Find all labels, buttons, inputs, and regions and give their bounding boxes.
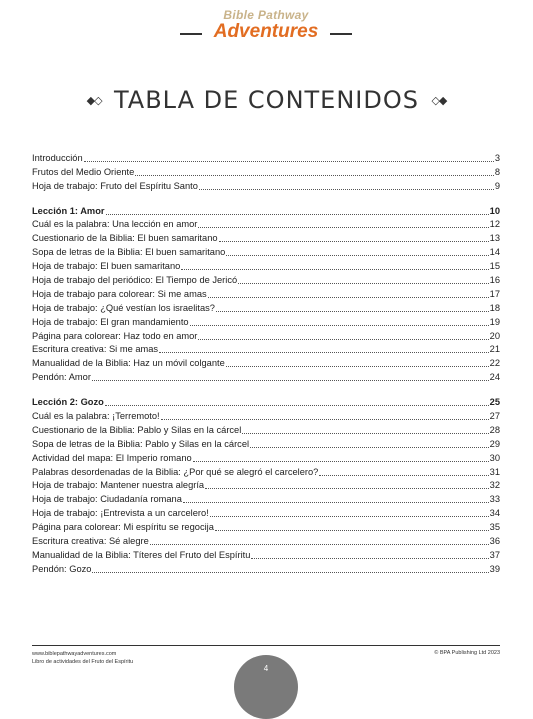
toc-entry[interactable] xyxy=(32,355,500,369)
header xyxy=(0,0,533,60)
toc-entry-label: Palabras desordenadas de la Biblia: ¿Por qué se alegró el carcelero? xyxy=(32,466,319,477)
toc-entry-page: 25 xyxy=(489,397,500,408)
toc-dot-leader xyxy=(92,380,489,381)
toc-dot-leader xyxy=(150,544,489,545)
section-gap xyxy=(32,383,500,394)
toc-dot-leader xyxy=(216,311,489,312)
page-number-tab xyxy=(234,655,298,719)
toc-entry-page: 13 xyxy=(489,233,500,244)
toc-entry-label: Hoja de trabajo: El buen samaritano xyxy=(32,261,181,272)
toc-entry[interactable] xyxy=(32,436,500,450)
toc-dot-leader xyxy=(242,433,488,434)
toc-entry[interactable] xyxy=(32,328,500,342)
toc-dot-leader xyxy=(226,366,489,367)
toc-dot-leader xyxy=(161,419,489,420)
section-gap xyxy=(32,192,500,203)
toc-entry[interactable] xyxy=(32,505,500,519)
toc-entry-page: 28 xyxy=(489,424,500,435)
toc-dot-leader xyxy=(92,572,488,573)
toc-entry[interactable] xyxy=(32,272,500,286)
toc-entry[interactable] xyxy=(32,547,500,561)
toc-dot-leader xyxy=(238,283,488,284)
footer-left xyxy=(32,650,133,666)
toc-entry[interactable] xyxy=(32,178,500,192)
toc-entry[interactable] xyxy=(32,561,500,575)
toc-entry-page: 32 xyxy=(489,480,500,491)
toc-entry-label: Lección 1: Amor xyxy=(32,205,105,216)
toc-entry[interactable] xyxy=(32,244,500,258)
table-of-contents xyxy=(32,150,500,575)
toc-dot-leader xyxy=(198,339,488,340)
logo-bottom-text: Adventures xyxy=(213,21,319,42)
toc-entry-label: Introducción xyxy=(32,152,83,163)
toc-entry-page: 14 xyxy=(489,247,500,258)
footer-divider xyxy=(32,645,500,646)
toc-dot-leader xyxy=(205,488,489,489)
toc-entry-page: 20 xyxy=(489,330,500,341)
toc-dot-leader xyxy=(159,352,489,353)
toc-entry[interactable] xyxy=(32,230,500,244)
header-rule-left xyxy=(180,33,202,35)
toc-dot-leader xyxy=(193,461,489,462)
toc-entry-label: Pendón: Amor xyxy=(32,372,91,383)
toc-entry-page: 35 xyxy=(489,522,500,533)
toc-entry-page: 8 xyxy=(494,166,500,177)
title-row xyxy=(0,86,533,114)
footer-copyright: © BPA Publishing Ltd 2023 xyxy=(434,650,500,656)
toc-entry-label: Manualidad de la Biblia: Haz un móvil colgante xyxy=(32,358,225,369)
toc-dot-leader xyxy=(251,558,488,559)
toc-dot-leader xyxy=(183,502,489,503)
toc-entry-page: 16 xyxy=(489,275,500,286)
footer-website: www.biblepathwayadventures.com xyxy=(32,651,117,657)
toc-entry[interactable] xyxy=(32,491,500,505)
toc-entry[interactable] xyxy=(32,408,500,422)
toc-dot-leader xyxy=(319,475,488,476)
toc-entry-page: 37 xyxy=(489,549,500,560)
toc-entry-label: Hoja de trabajo para colorear: Si me amas xyxy=(32,288,207,299)
toc-dot-leader xyxy=(219,241,489,242)
toc-dot-leader xyxy=(250,447,489,448)
toc-entry-label: Cuál es la palabra: Una lección en amor xyxy=(32,219,198,230)
toc-entry[interactable] xyxy=(32,533,500,547)
toc-entry-label: Actividad del mapa: El Imperio romano xyxy=(32,452,192,463)
toc-entry-page: 31 xyxy=(489,466,500,477)
toc-dot-leader xyxy=(190,325,489,326)
toc-entry-label: Pendón: Gozo xyxy=(32,563,92,574)
toc-entry-page: 36 xyxy=(489,536,500,547)
toc-entry-label: Sopa de letras de la Biblia: El buen samaritano xyxy=(32,247,226,258)
toc-entry-page: 22 xyxy=(489,358,500,369)
toc-entry-page: 34 xyxy=(489,508,500,519)
toc-dot-leader xyxy=(215,530,489,531)
toc-entry[interactable] xyxy=(32,369,500,383)
toc-entry-label: Cuestionario de la Biblia: Pablo y Silas en la cárcel xyxy=(32,424,242,435)
logo xyxy=(205,8,327,42)
toc-entry[interactable] xyxy=(32,450,500,464)
toc-entry-page: 9 xyxy=(494,180,500,191)
page-number: 4 xyxy=(263,664,269,673)
toc-entry-page: 39 xyxy=(489,563,500,574)
toc-entry-label: Hoja de trabajo: Ciudadanía romana xyxy=(32,494,182,505)
toc-entry-label: Hoja de trabajo: ¿Qué vestían los israelitas? xyxy=(32,302,215,313)
toc-entry-label: Sopa de letras de la Biblia: Pablo y Silas en la cárcel xyxy=(32,438,250,449)
toc-entry-label: Página para colorear: Mi espíritu se regocija xyxy=(32,522,214,533)
toc-entry-label: Cuál es la palabra: ¡Terremoto! xyxy=(32,411,160,422)
toc-entry-label: Lección 2: Gozo xyxy=(32,397,104,408)
toc-entry[interactable] xyxy=(32,217,500,231)
toc-entry-label: Escritura creativa: Sé alegre xyxy=(32,536,149,547)
diamond-ornament-left-icon: ◆◇ xyxy=(86,94,102,107)
toc-entry-label: Hoja de trabajo: ¡Entrevista a un carcelero! xyxy=(32,508,209,519)
toc-entry-label: Cuestionario de la Biblia: El buen samaritano xyxy=(32,233,218,244)
toc-dot-leader xyxy=(106,214,489,215)
logo-top-text: Bible Pathway xyxy=(223,8,309,22)
toc-dot-leader xyxy=(105,405,489,406)
toc-dot-leader xyxy=(226,255,488,256)
toc-entry[interactable] xyxy=(32,258,500,272)
toc-entry-label: Frutos del Medio Oriente xyxy=(32,166,135,177)
toc-dot-leader xyxy=(135,175,494,176)
toc-section-heading[interactable] xyxy=(32,394,500,408)
toc-section-heading[interactable] xyxy=(32,203,500,217)
toc-entry[interactable] xyxy=(32,300,500,314)
toc-entry-label: Hoja de trabajo del periódico: El Tiempo de Jericó xyxy=(32,275,238,286)
toc-entry-label: Hoja de trabajo: Mantener nuestra alegría xyxy=(32,480,205,491)
toc-entry-page: 33 xyxy=(489,494,500,505)
toc-entry-page: 21 xyxy=(489,344,500,355)
toc-entry[interactable] xyxy=(32,519,500,533)
footer-book-title: Libro de actividades del Fruto del Espíritu xyxy=(32,659,134,665)
toc-entry-page: 12 xyxy=(489,219,500,230)
toc-dot-leader xyxy=(181,269,488,270)
toc-entry-page: 29 xyxy=(489,438,500,449)
toc-dot-leader xyxy=(84,161,494,162)
toc-entry-label: Hoja de trabajo: Fruto del Espíritu Santo xyxy=(32,180,198,191)
toc-dot-leader xyxy=(198,227,488,228)
toc-entry[interactable] xyxy=(32,314,500,328)
toc-entry-page: 15 xyxy=(489,261,500,272)
toc-dot-leader xyxy=(199,189,494,190)
toc-entry[interactable] xyxy=(32,342,500,356)
toc-entry-page: 10 xyxy=(489,205,500,216)
toc-dot-leader xyxy=(210,516,489,517)
toc-entry-page: 3 xyxy=(494,152,500,163)
toc-entry-label: Página para colorear: Haz todo en amor xyxy=(32,330,198,341)
toc-entry[interactable] xyxy=(32,286,500,300)
toc-entry-label: Escritura creativa: Si me amas xyxy=(32,344,159,355)
diamond-ornament-right-icon: ◇◆ xyxy=(431,94,447,107)
toc-entry-page: 19 xyxy=(489,316,500,327)
toc-entry-page: 17 xyxy=(489,288,500,299)
header-rule-right xyxy=(330,33,352,35)
toc-entry-label: Manualidad de la Biblia: Títeres del Fruto del Espíritu xyxy=(32,549,251,560)
toc-entry-page: 24 xyxy=(489,372,500,383)
toc-entry[interactable] xyxy=(32,464,500,478)
toc-entry[interactable] xyxy=(32,164,500,178)
toc-entry[interactable] xyxy=(32,150,500,164)
toc-entry[interactable] xyxy=(32,478,500,492)
page-title: TABLA DE CONTENIDOS xyxy=(114,86,419,114)
toc-dot-leader xyxy=(208,297,489,298)
toc-entry-label: Hoja de trabajo: El gran mandamiento xyxy=(32,316,189,327)
toc-entry-page: 18 xyxy=(489,302,500,313)
toc-entry-page: 30 xyxy=(489,452,500,463)
toc-entry-page: 27 xyxy=(489,411,500,422)
toc-entry[interactable] xyxy=(32,422,500,436)
